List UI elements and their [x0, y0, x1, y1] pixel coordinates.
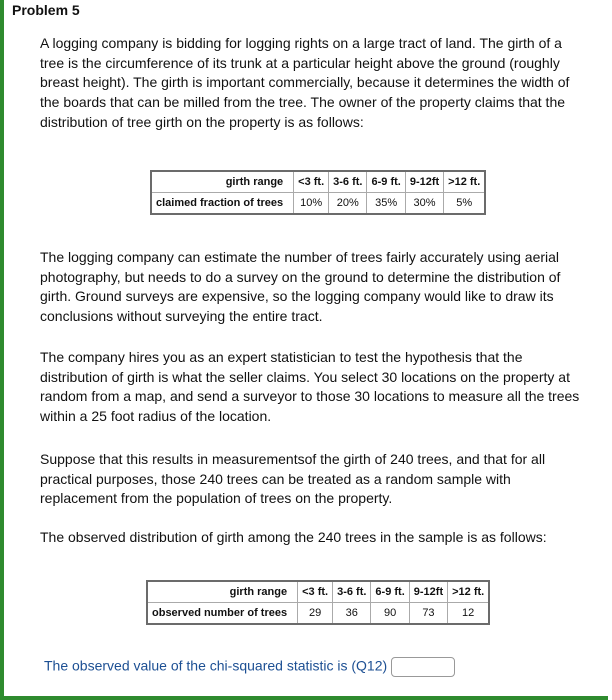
observed-range-cell: >12 ft. — [448, 581, 490, 603]
observed-distribution-table — [146, 580, 490, 625]
observed-value-cell: 36 — [333, 603, 371, 625]
chi-squared-question — [44, 657, 455, 677]
claimed-range-cell: 6-9 ft. — [367, 171, 405, 193]
claimed-value-cell: 10% — [294, 193, 329, 215]
observed-intro-paragraph: The observed distribution of girth among the 240 trees in the sample is as follows: — [40, 529, 547, 545]
observed-range-cell: 6-9 ft. — [371, 581, 409, 603]
question-text: The observed value of the chi-squared statistic is (Q12) — [44, 657, 388, 674]
observed-range-cell: 9-12ft — [409, 581, 447, 603]
intro-paragraph: A logging company is bidding for logging rights on a large tract of land. The girth of a tree is the circumference of its trunk at a particular height above the ground (roughly breast height). The girth is important commercially, because it determines the width of the boards that can be milled from the tree. The owner of the property claims that the distribution of tree girth on the property is as follows: — [40, 35, 570, 130]
claimed-range-cell: 3-6 ft. — [329, 171, 367, 193]
problem-title: Problem 5 — [12, 2, 80, 18]
claimed-table-row2-label: claimed fraction of trees — [151, 193, 294, 215]
observed-table-row2-label: observed number of trees — [147, 603, 298, 625]
suppose-paragraph: Suppose that this results in measurementsof the girth of 240 trees, and that for all practical purposes, those 240 trees can be treated as a random sample with replacement from the population of trees on the property. — [40, 451, 546, 507]
claimed-table-header-row — [151, 171, 485, 193]
claimed-value-cell: 20% — [329, 193, 367, 215]
claimed-range-cell: 9-12ft — [405, 171, 443, 193]
claimed-value-cell: 30% — [405, 193, 443, 215]
chi-squared-answer-input[interactable] — [391, 657, 455, 677]
hire-paragraph: The company hires you as an expert statistician to test the hypothesis that the distribution of girth is what the seller claims. You select 30 locations on the property at random from a map, and send a surveyor to those 30 locations to measure all the trees within a 25 foot radius of the location. — [40, 349, 580, 425]
claimed-value-cell: 5% — [444, 193, 486, 215]
claimed-table-value-row — [151, 193, 485, 215]
observed-table-row1-label: girth range — [147, 581, 298, 603]
claimed-value-cell: 35% — [367, 193, 405, 215]
observed-value-cell: 73 — [409, 603, 447, 625]
observed-value-cell: 90 — [371, 603, 409, 625]
claimed-range-cell: >12 ft. — [444, 171, 486, 193]
observed-value-cell: 29 — [298, 603, 333, 625]
observed-value-cell: 12 — [448, 603, 490, 625]
claimed-distribution-table — [150, 170, 486, 215]
observed-table-header-row — [147, 581, 489, 603]
claimed-table-row1-label: girth range — [151, 171, 294, 193]
observed-range-cell: <3 ft. — [298, 581, 333, 603]
observed-range-cell: 3-6 ft. — [333, 581, 371, 603]
observed-table-value-row — [147, 603, 489, 625]
claimed-range-cell: <3 ft. — [294, 171, 329, 193]
survey-paragraph: The logging company can estimate the number of trees fairly accurately using aerial photography, but needs to do a survey on the ground to determine the distribution of girth. Ground surveys are expensive, so the logging company would like to draw its conclusions without surveying the entire tract. — [40, 249, 561, 325]
